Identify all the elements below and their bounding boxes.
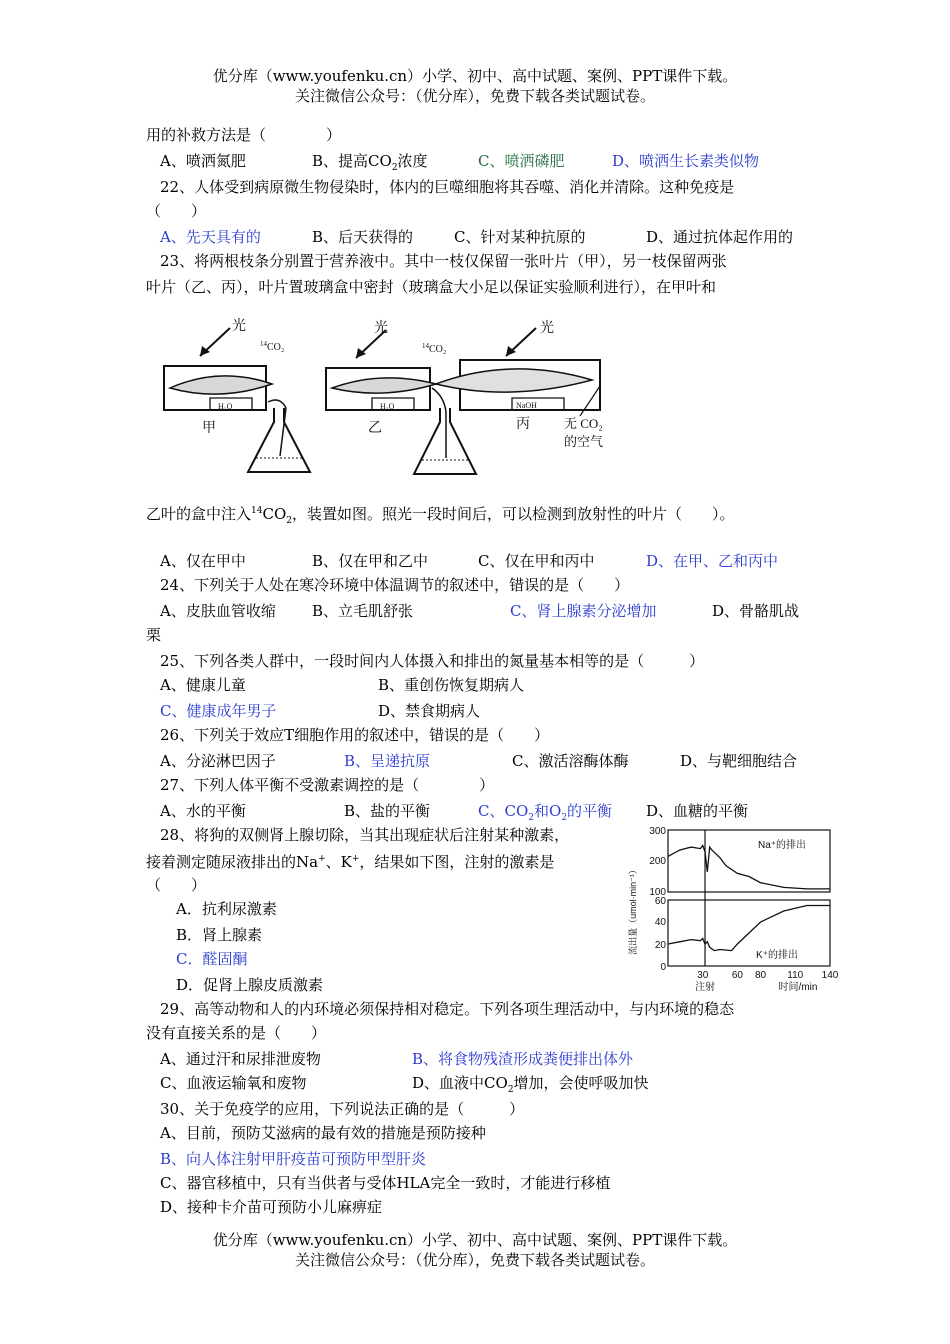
air-label: 的空气 xyxy=(564,434,604,449)
x-tick-labels xyxy=(697,970,839,981)
q29-option-a: A、通过汗和尿排泄废物 xyxy=(160,1050,321,1068)
y-tick-100: 100 xyxy=(649,887,666,898)
potassium-series-label: K⁺的排出 xyxy=(756,950,798,961)
q30-option-a: A、目前，预防艾滋病的最有效的措施是预防接种 xyxy=(160,1124,486,1142)
q23-option-b: B、仅在甲和乙中 xyxy=(312,552,429,570)
naoh-label: NaOH xyxy=(516,401,537,410)
q28-paren: （ ） xyxy=(146,876,207,894)
y-tick-300: 300 xyxy=(649,826,666,837)
q27-option-d: D、血糖的平衡 xyxy=(646,802,749,820)
q27-option-b: B、盐的平衡 xyxy=(344,802,431,820)
water-label-jia: H₂O xyxy=(218,402,233,411)
q26-option-c: C、激活溶酶体酶 xyxy=(512,752,629,770)
q29-option-b: B、将食物残渣形成粪便排出体外 xyxy=(412,1050,634,1068)
flask-1 xyxy=(248,408,310,472)
sodium-series-line xyxy=(668,846,830,889)
q21-option-c: C、喷洒磷肥 xyxy=(478,152,565,170)
q30-stem: 30、关于免疫学的应用，下列说法正确的是（ ） xyxy=(160,1100,525,1118)
page-footer-line1: 优分库（www.youfenku.cn）小学、初中、高中试题、案例、PPT课件下载。 xyxy=(212,1231,738,1249)
q21-option-d: D、喷洒生长素类似物 xyxy=(612,152,760,170)
y-tick-0: 0 xyxy=(660,962,666,973)
q25-stem: 25、下列各类人群中，一段时间内人体摄入和排出的氮量基本相等的是（ ） xyxy=(160,652,705,670)
q30-option-b: B、向人体注射甲肝疫苗可预防甲型肝炎 xyxy=(160,1150,427,1168)
sodium-series-label: Na⁺的排出 xyxy=(758,840,807,851)
potassium-series-line xyxy=(668,906,830,951)
q29-option-c: C、血液运输氧和废物 xyxy=(160,1074,307,1092)
q30-option-d: D、接种卡介苗可预防小儿麻痹症 xyxy=(160,1198,383,1216)
water-label-yi: H₂O xyxy=(380,402,395,411)
q26-option-a: A、分泌淋巴因子 xyxy=(160,752,276,770)
co2-label-1: $^{14}$CO₂ xyxy=(260,340,285,353)
q28-stem-line1: 28、将狗的双侧肾上腺切除，当其出现症状后注射某种激素， xyxy=(160,826,570,844)
co2-label-2: $^{14}$CO₂ xyxy=(422,342,447,355)
q23-stem-line1: 23、将两根枝条分别置于营养液中。其中一枝仅保留一张叶片（甲），另一枝保留两张 xyxy=(160,252,727,270)
page-header-line2: 关注微信公众号：（优分库），免费下载各类试题试卷。 xyxy=(294,87,655,105)
q24-option-d-wrap: 栗 xyxy=(146,626,162,644)
q29-option-d: D、血液中$CO_2$增加，会使呼吸加快 xyxy=(412,1074,649,1095)
q30-option-c: C、器官移植中，只有当供者与受体HLA完全一致时，才能进行移植 xyxy=(160,1174,611,1192)
q28-option-a: A．抗利尿激素 xyxy=(176,900,277,918)
label-bing: 丙 xyxy=(516,417,530,432)
q21-option-a: A、喷洒氮肥 xyxy=(160,152,246,170)
q23-stem-line3: 乙叶的盒中注入$^{14}CO_2$，装置如图。照光一段时间后，可以检测到放射性的叶片（ ）。 xyxy=(146,505,735,526)
label-yi: 乙 xyxy=(368,421,382,436)
q29-stem-line2: 没有直接关系的是（ ） xyxy=(146,1024,327,1042)
q24-option-a: A、皮肤血管收缩 xyxy=(160,602,276,620)
light-label-1: 光 xyxy=(232,319,246,334)
q27-stem: 27、下列人体平衡不受激素调控的是（ ） xyxy=(160,776,495,794)
q24-option-b: B、立毛肌舒张 xyxy=(312,602,414,620)
q22-paren: （ ） xyxy=(146,202,207,220)
chart-xlabel: 时间/min xyxy=(778,982,818,993)
page-footer-line2: 关注微信公众号：（优分库），免费下载各类试题试卷。 xyxy=(294,1251,655,1269)
chart-ylabel: 流出量（umol·min⁻¹） xyxy=(628,865,638,955)
q26-option-b: B、呈递抗原 xyxy=(344,752,431,770)
q25-option-d: D、禁食期病人 xyxy=(378,702,481,720)
leaf-yi xyxy=(332,378,436,393)
q23-option-c: C、仅在甲和丙中 xyxy=(478,552,595,570)
q21-stem-tail: 用的补救方法是（ ） xyxy=(146,126,342,144)
light-label-3: 光 xyxy=(540,321,554,336)
injection-label: 注射 xyxy=(695,982,716,993)
label-jia: 甲 xyxy=(202,421,216,436)
q24-option-c: C、肾上腺素分泌增加 xyxy=(510,602,657,620)
x-tick-60: 60 xyxy=(731,970,743,981)
leaf-jia xyxy=(170,376,272,394)
q27-option-c: C、$CO_2$和$O_2$的平衡 xyxy=(478,802,613,823)
x-tick-80: 80 xyxy=(755,970,767,981)
q25-option-c: C、健康成年男子 xyxy=(160,702,277,720)
q28-option-d: D．促肾上腺皮质激素 xyxy=(176,976,324,994)
x-tick-110: 110 xyxy=(787,970,804,981)
q26-option-d: D、与靶细胞结合 xyxy=(680,752,798,770)
q23-stem-line2: 叶片（乙、丙），叶片置玻璃盒中密封（玻璃盒大小足以保证实验顺利进行），在甲叶和 xyxy=(146,278,717,296)
no-co2-label: 无 CO₂ xyxy=(564,416,603,431)
q24-stem: 24、下列关于人处在寒冷环境中体温调节的叙述中，错误的是（ ） xyxy=(160,576,630,594)
y-tick-20: 20 xyxy=(654,940,666,951)
q28-option-c: C．醛固酮 xyxy=(176,950,248,968)
q22-option-b: B、后天获得的 xyxy=(312,228,414,246)
chart-panel-potassium xyxy=(655,896,830,973)
q28-option-b: B．肾上腺素 xyxy=(176,926,263,944)
q24-option-d: D、骨骼肌战 xyxy=(712,602,800,620)
q22-option-a: A、先天具有的 xyxy=(160,228,261,246)
q27-option-a: A、水的平衡 xyxy=(160,802,246,820)
y-tick-200: 200 xyxy=(649,856,666,867)
page-header-line1: 优分库（www.youfenku.cn）小学、初中、高中试题、案例、PPT课件下载。 xyxy=(212,67,738,85)
x-tick-30: 30 xyxy=(697,970,709,981)
chart-panel-sodium xyxy=(649,826,830,898)
q25-option-b: B、重创伤恢复期病人 xyxy=(378,676,525,694)
q23-option-d: D、在甲、乙和丙中 xyxy=(646,552,779,570)
q29-stem-line1: 29、高等动物和人的内环境必须保持相对稳定。下列各项生理活动中，与内环境的稳态 xyxy=(160,1000,735,1018)
y-tick-60: 60 xyxy=(654,896,666,907)
q26-stem: 26、下列关于效应T细胞作用的叙述中，错误的是（ ） xyxy=(160,726,550,744)
light-label-2: 光 xyxy=(374,321,388,336)
sodium-potassium-chart xyxy=(622,824,839,993)
q22-option-d: D、通过抗体起作用的 xyxy=(646,228,794,246)
q22-stem: 22、人体受到病原微生物侵染时，体内的巨噬细胞将其吞噬、消化并清除。这种免疫是 xyxy=(160,178,735,196)
q28-stem-line2: 接着测定随尿液排出的Na+、K+，结果如下图，注射的激素是 xyxy=(146,853,555,871)
q25-option-a: A、健康儿童 xyxy=(160,676,246,694)
experiment-diagram xyxy=(160,316,630,486)
q23-option-a: A、仅在甲中 xyxy=(160,552,246,570)
y-tick-40: 40 xyxy=(654,917,666,928)
x-tick-140: 140 xyxy=(821,970,839,981)
flask-2 xyxy=(414,408,476,474)
q22-option-c: C、针对某种抗原的 xyxy=(454,228,586,246)
q21-option-b: B、提高$CO_2$浓度 xyxy=(312,152,428,173)
